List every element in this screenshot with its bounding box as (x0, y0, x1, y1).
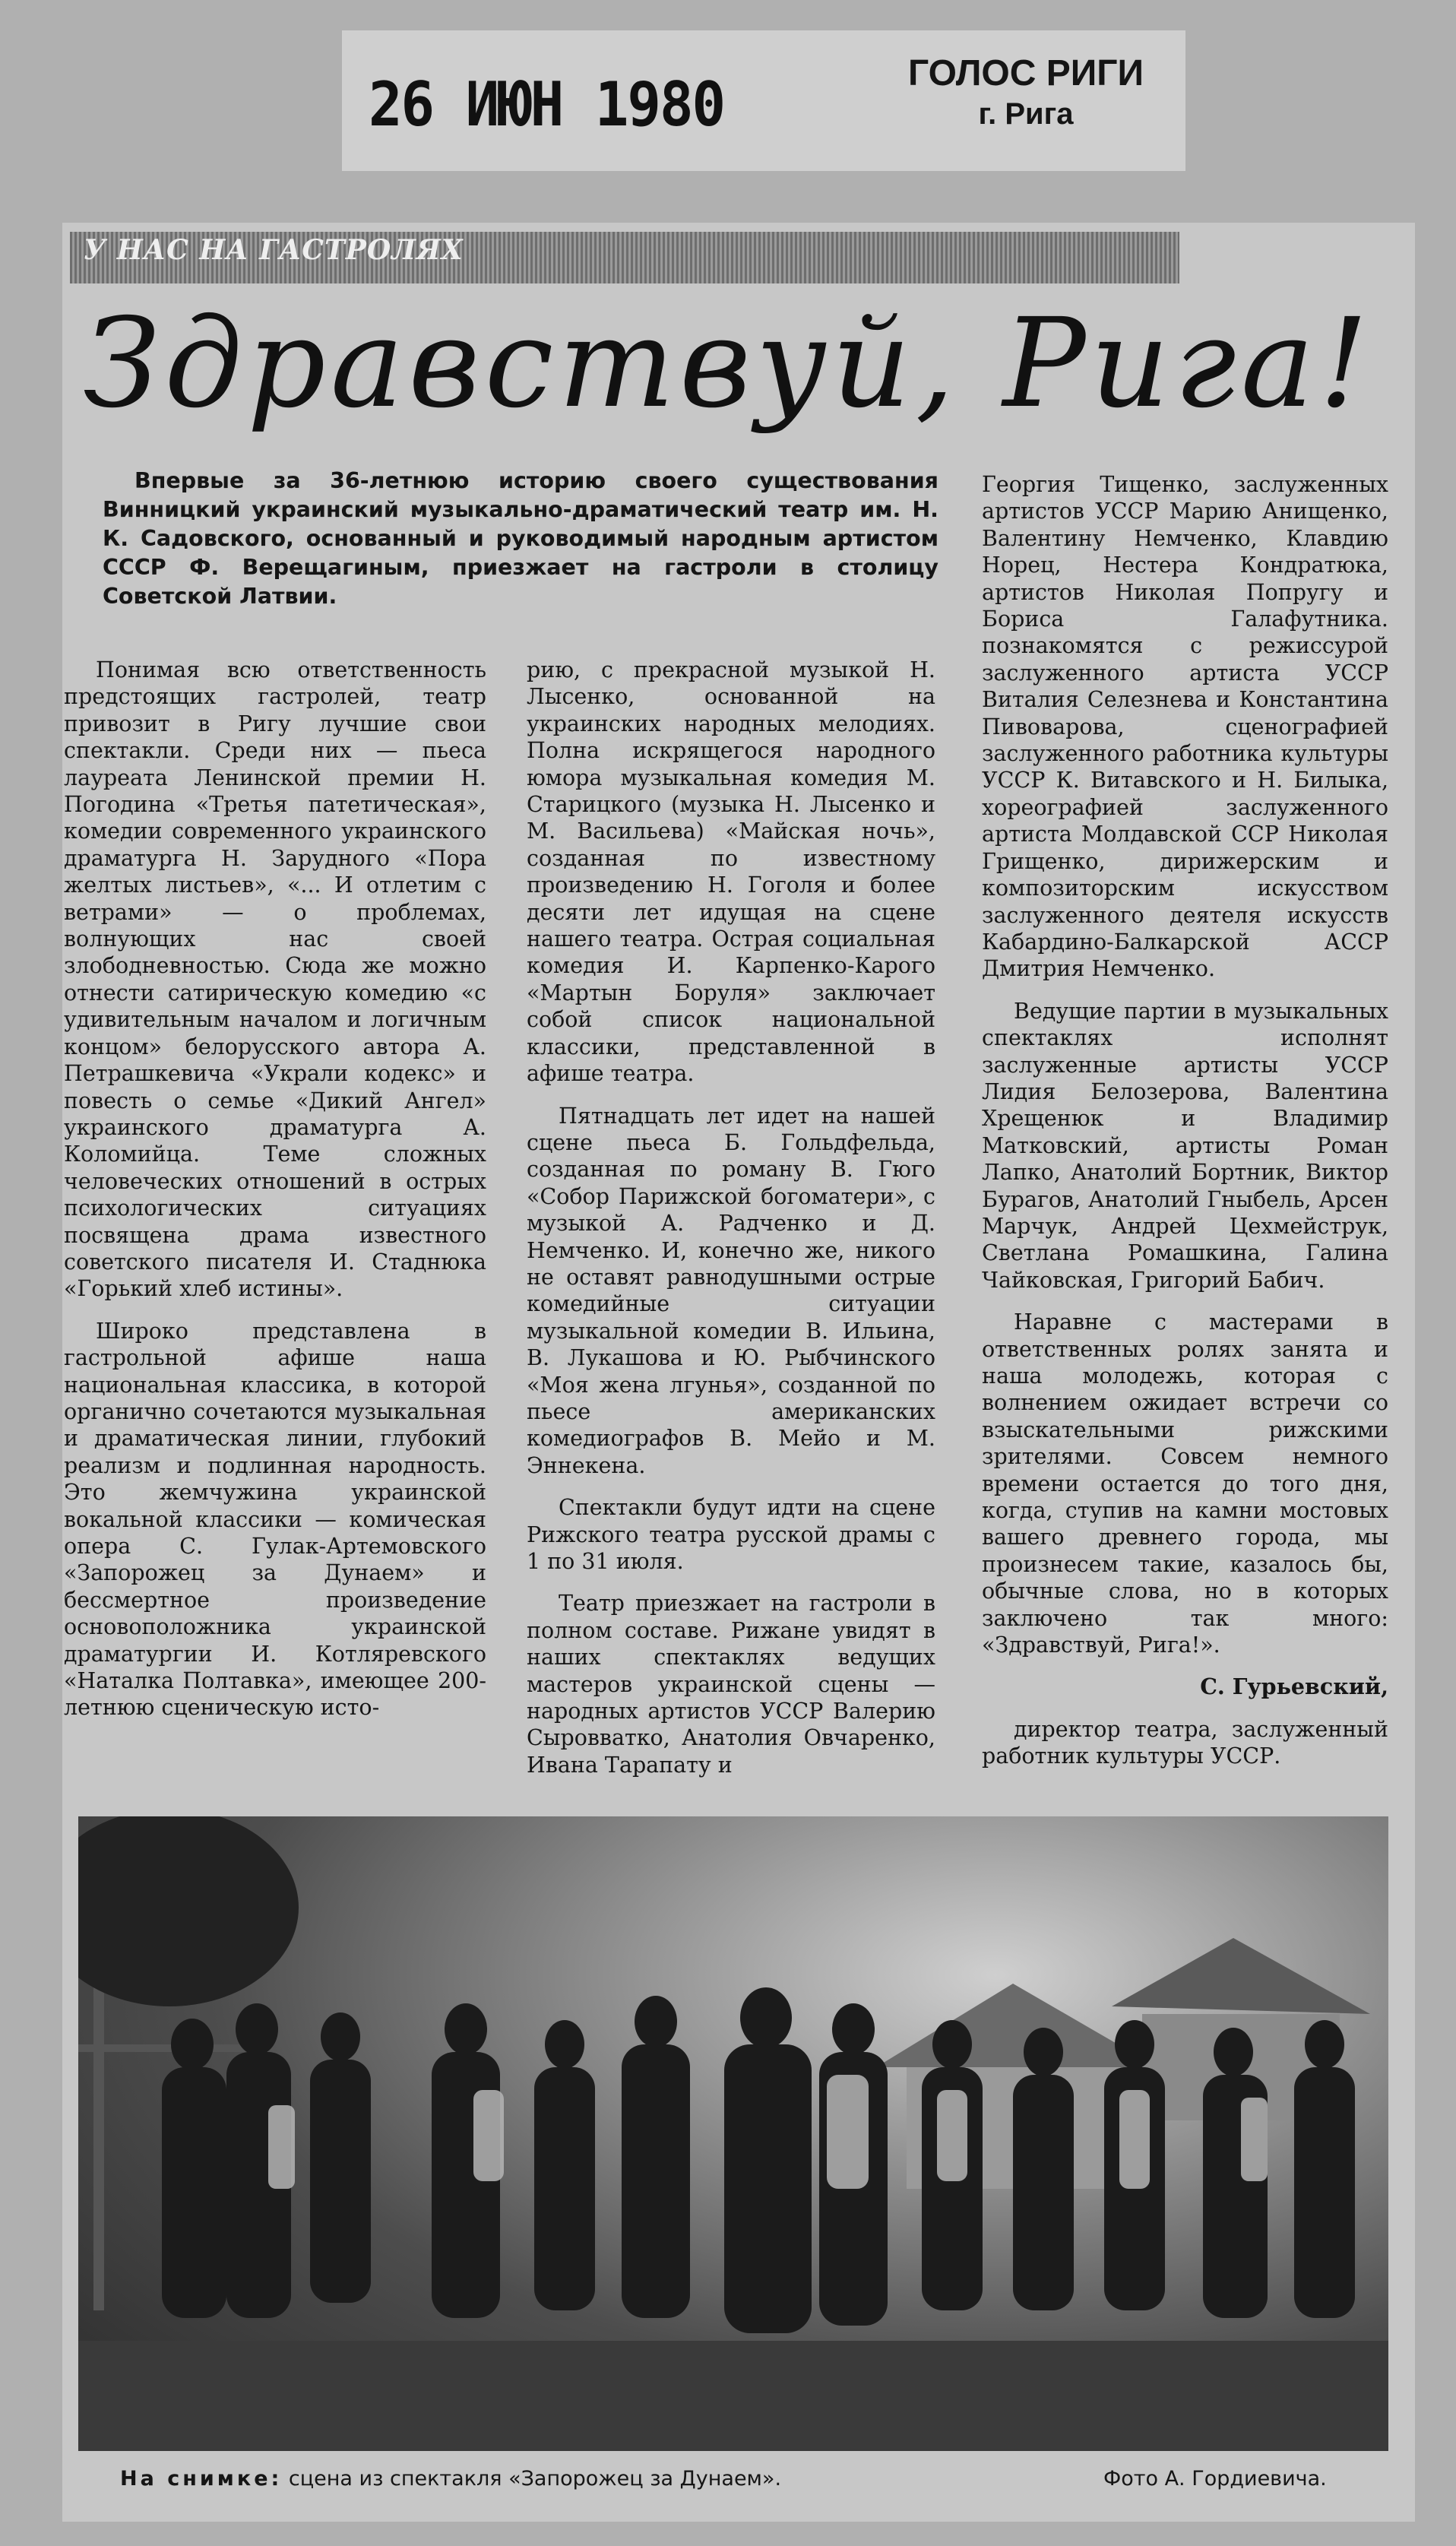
headline: Здравствуй, Рига! (83, 293, 1373, 435)
photo-scene (78, 1816, 1388, 2451)
article-column-1 (64, 657, 486, 1737)
paragraph: Георгия Тищенко, заслуженных артистов УССР Марию Анищенко, Валентину Немченко, Клавдию Норец, Нестера Кондратюка, артистов Николая Попругу и Бориса Галафутника. познакомятся с режиссурой заслуженного артиста УССР Виталия Селезнева и Константина Пивоварова, сценографией заслуженного работника культуры УССР К. Витавского и Н. Билыка, хореографией заслуженного артиста Молдавской ССР Николая Грищенко, дирижерским и композиторским искусством заслуженного деятеля искусств Кабардино-Балкарской АССР Дмитрия Немченко. (982, 472, 1388, 982)
paragraph: Понимая всю ответственность предстоящих гастролей, театр привозит в Ригу лучшие свои спектакли. Среди них — пьеса лауреата Ленинской премии Н. Погодина «Третья патетическая», комедии современного украинского драматурга Н. Зарудного «Пора желтых листьев», «... И отлетим с ветрами» — о проблемах, волнующих нас своей злободневностью. Сюда же можно отнести сатирическую комедию «с удивительным началом и логичным концом» белорусского автора А. Петрашкевича «Украли кодекс» и повесть о семье «Дикий Ангел» украинского драматурга А. Коломийца. Теме сложных человеческих отношений в острых психологических ситуациях посвящена драма известного советского писателя И. Стаднюка «Горький хлеб истины». (64, 657, 486, 1302)
paragraph: Спектакли будут идти на сцене Рижского театра русской драмы с 1 по 31 июля. (527, 1495, 935, 1574)
article-column-3 (982, 471, 1388, 1785)
article-column-2 (527, 657, 935, 1794)
rubric: У НАС НА ГАСТРОЛЯХ (84, 234, 464, 266)
paragraph: Широко представлена в гастрольной афише наша национальная классика, в которой органично сочетаются музыкальная и драматическая линии, глубокий реализм и подлинная народность. Это жемчужина украинской вокальной классики — комическая опера С. Гулак-Артемовского «Запорожец за Дунаем» и бессмертное произведение основоположника украинской драматургии И. Котляревского «Наталка Полтавка», имеющее 200-летнюю сценическую исто- (64, 1318, 486, 1721)
paragraph: Пятнадцать лет идет на нашей сцене пьеса Б. Гольдфельда, созданная по роману В. Гюго «Собор Парижской богоматери», с музыкой А. Радченко и Д. Немченко. И, конечно же, никого не оставят равнодушными острые комедийные ситуации музыкальной комедии В. Ильина, В. Лукашова и Ю. Рыбчинского «Моя жена лгунья», созданной по пьесе американских комедиографов В. Мейо и М. Эннекена. (527, 1103, 935, 1478)
stage-photograph (78, 1816, 1388, 2451)
article-lead: Впервые за 36-летнюю историю своего существования Винницкий украинский музыкально-драматический театр им. Н. К. Садовского, основанный и руководимый народным артистом СССР Ф. Верещагиным, приезжает на гастроли в столицу Советской Латвии. (103, 468, 938, 609)
paragraph: Ведущие партии в музыкальных спектаклях исполнят заслуженные артисты УССР Лидия Белозерова, Валентина Хрещенюк и Владимир Матковский, артисты Роман Лапко, Анатолий Бортник, Виктор Бурагов, Анатолий Гныбель, Арсен Марчук, Андрей Цехмейструк, Светлана Ромашкина, Галина Чайковская, Григорий Бабич. (982, 998, 1388, 1293)
stamp-city: г. Рига (978, 97, 1074, 131)
stamp-date: 26 ИЮН 1980 (369, 69, 725, 141)
author-signature: С. Гурьевский, (1200, 1674, 1388, 1700)
stamp-newspaper-name: ГОЛОС РИГИ (908, 53, 1144, 93)
caption-label: На снимке: (120, 2467, 283, 2491)
paragraph: Театр приезжает на гастроли в полном составе. Рижане увидят в наших спектаклях ведущих мастеров украинской сцены — народных артистов УССР Валерию Сыровватко, Анатолия Овчаренко, Ивана Тарапату и (527, 1591, 935, 1778)
paragraph: рию, с прекрасной музыкой Н. Лысенко, основанной на украинских народных мелодиях. Полна искрящегося народного юмора музыкальная комедия М. Старицкого (музыка Н. Лысенко и М. Васильева) «Майская ночь», созданная по известному произведению Н. Гоголя и более десяти лет идущая на сцене нашего театра. Острая социальная комедия И. Карпенко-Карого «Мартын Боруля» заключает собой список национальной классики, представленной в афише театра. (527, 657, 935, 1087)
photo-caption (120, 2467, 781, 2491)
author-position: директор театра, заслуженный работник культуры УССР. (982, 1716, 1388, 1769)
caption-text: сцена из спектакля «Запорожец за Дунаем». (288, 2467, 782, 2491)
paragraph: Наравне с мастерами в ответственных ролях занята и наша молодежь, которая с волнением ожидает встречи со взыскательными рижскими зрителями. Совсем немного времени остается до того дня, когда, ступив на камни мостовых вашего древнего города, мы произнесем такие, казалось бы, обычные слова, но в которых заключено так много: «Здравствуй, Рига!». (982, 1309, 1388, 1658)
photo-credit: Фото А. Гордиевича. (1103, 2467, 1327, 2491)
